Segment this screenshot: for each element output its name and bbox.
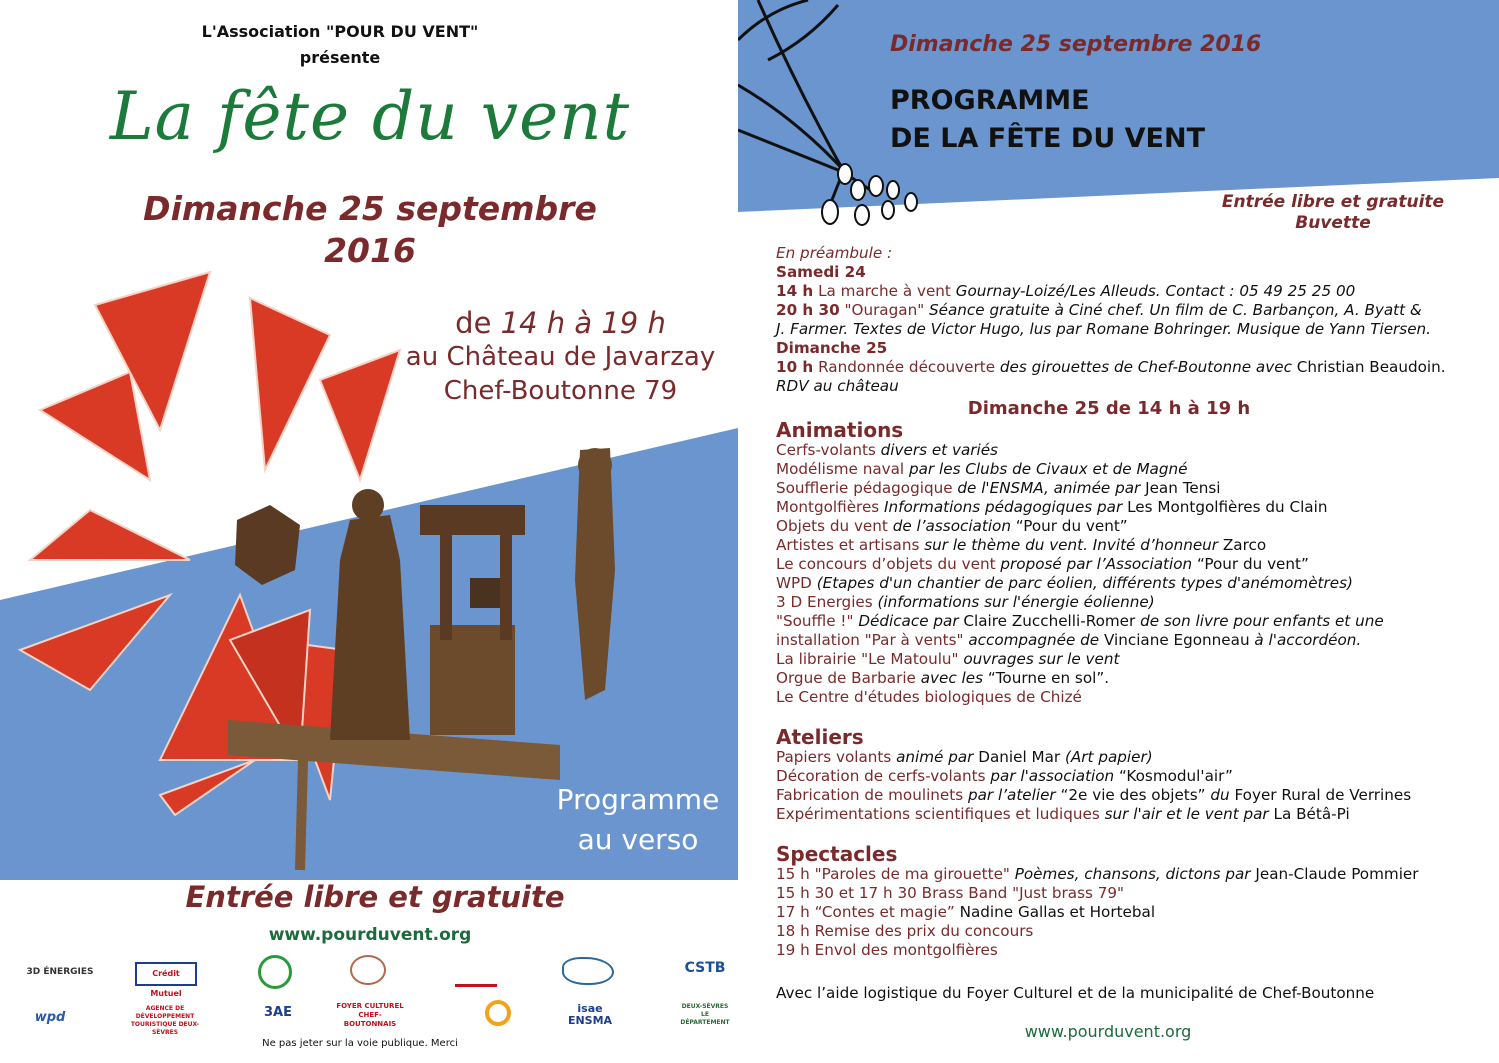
samedi-label: Samedi 24 [776,263,866,281]
item-title: Orgue de Barbarie [776,669,916,687]
item-detail: accompagnée de [968,631,1100,649]
animation-item [776,536,1491,555]
spectacle-item: 15 h 30 et 17 h 30 Brass Band "Just brass 79" [776,884,1125,902]
programme-au-verso [540,780,736,860]
spectacle-item: 18 h Remise des prix du concours [776,922,1034,940]
item-title: La marche à vent [818,282,951,300]
animation-item [776,688,1491,707]
animation-item [776,574,1491,593]
programme-line2: au verso [577,823,699,856]
association-name: L'Association "POUR DU VENT" [201,22,479,41]
spacer [776,707,1491,726]
website-link-right[interactable]: www.pourduvent.org [1024,1022,1192,1041]
item-detail: Gournay-Loizé/Les Alleuds. Contact : 05 49 25 25 00 [955,282,1356,300]
item-detail: animé par [896,748,974,766]
animation-item [776,517,1491,536]
section-spectacles: Spectacles [776,842,898,866]
atelier-item [776,748,1491,767]
logo-3ae: 3AE [264,1005,292,1020]
item-name: “Pour du vent” [1196,555,1309,573]
programme-list [776,244,1491,960]
animation-item [776,555,1491,574]
item-name: “Tourne en sol”. [987,669,1110,687]
hours-de: de [455,306,492,340]
preambule-item [776,282,1491,301]
item-name: “Pour du vent” [1015,517,1128,535]
preambule-item [776,358,1491,377]
spectacle-item [776,903,1491,922]
item-detail: ouvrages sur le vent [963,650,1120,668]
spectacle-item [776,865,1491,884]
logo-cren [485,1000,511,1026]
spacer [776,824,1491,843]
item-name: “2e vie des objets” [1060,786,1206,804]
item-detail: Séance gratuite à Ciné chef. Un film de C. Barbançon, A. Byatt & [929,301,1422,319]
item-title: La librairie "Le Matoulu" [776,650,959,668]
item-detail: divers et variés [880,441,998,459]
entree-buvette [1208,192,1458,234]
item-title: Le Centre d'études biologiques de Chizé [776,688,1082,706]
logo-wpd: wpd [34,1010,66,1025]
item-time: 20 h 30 [776,301,840,319]
item-title: Randonnée découverte [818,358,996,376]
item-time: 14 h [776,282,814,300]
item-title: Cerfs-volants [776,441,876,459]
item-title: Artistes et artisans [776,536,920,554]
item-title: Fabrication de moulinets [776,786,964,804]
item-name: Jean-Claude Pommier [1255,865,1419,883]
item-detail: (Art papier) [1064,748,1153,766]
item-name: Nadine Gallas et Hortebal [959,903,1156,921]
footer-note: Ne pas jeter sur la voie publique. Merci [262,1038,458,1049]
item-detail: Dédicace par [858,612,959,630]
item-detail: sur l'air et le vent par [1104,805,1269,823]
item-title: 15 h "Paroles de ma girouette" [776,865,1010,883]
event-date [100,188,640,272]
item-name: Christian Beaudoin. [1296,358,1446,376]
programme-title-line2: DE LA FÊTE DU VENT [890,123,1205,154]
animation-item [776,631,1491,650]
item-detail: du [1210,786,1230,804]
item-title: Montgolfières [776,498,880,516]
item-name: La Bétâ-Pi [1273,805,1350,823]
animation-item [776,479,1491,498]
location-line2: Chef-Boutonne 79 [443,376,678,406]
item-title: Objets du vent [776,517,888,535]
logistic-support-note: Avec l’aide logistique du Foyer Culturel et de la municipalité de Chef-Boutonne [776,984,1375,1002]
spectacle-item: 19 h Envol des montgolfières [776,941,998,959]
animation-item [776,498,1491,517]
logo-foyer-culturel: FOYER CULTUREL CHEF-BOUTONNAIS [336,1002,404,1028]
programme-title-line1: PROGRAMME [890,85,1090,116]
programme-title [890,82,1205,158]
item-time: 10 h [776,358,814,376]
item-title: Expérimentations scientifiques et ludiques [776,805,1100,823]
presente-label: présente [299,48,381,67]
logo-3d-energies: 3D ÉNERGIES [26,967,94,977]
item-title: Modélisme naval [776,460,905,478]
programme-panel [738,0,1499,1063]
item-detail: sur le thème du vent. Invité d’honneur [924,536,1219,554]
item-name: Claire Zucchelli-Romer [963,612,1136,630]
website-link[interactable]: www.pourduvent.org [268,925,472,945]
item-detail: de l’association [892,517,1011,535]
item-name: Zarco [1222,536,1267,554]
item-title: WPD [776,574,812,592]
item-title: Décoration de cerfs-volants [776,767,986,785]
event-title: La fête du vent [109,78,631,155]
animation-item [776,593,1491,612]
item-name: Les Montgolfières du Clain [1127,498,1328,516]
item-name: Daniel Mar [978,748,1061,766]
item-title: 17 h “Contes et magie” [776,903,955,921]
item-detail: Informations pédagogiques par [884,498,1123,516]
logo-agence-deux-sevres: AGENCE DE DÉVELOPPEMENT TOURISTIQUE DEUX-SÈVRES [130,1005,200,1036]
item-name: Foyer Rural de Verrines [1234,786,1412,804]
event-hours-location [388,306,733,408]
item-detail: Poèmes, chansons, dictons par [1014,865,1251,883]
logo-chef-boutonne [562,957,614,985]
item-name: “Kosmodul'air” [1119,767,1233,785]
item-detail: de son livre pour enfants et une [1140,612,1384,630]
item-name: Jean Tensi [1145,479,1221,497]
location-line1: au Château de Javarzay [405,342,716,372]
logo-credit-mutuel: Crédit Mutuel [135,962,197,986]
buvette-label: Buvette [1295,213,1371,233]
item-detail: par l'association [990,767,1115,785]
programme-date: Dimanche 25 septembre 2016 [890,32,1262,57]
animation-item [776,441,1491,460]
logo-bta [350,955,386,985]
entree-libre-right: Entrée libre et gratuite [1221,192,1445,212]
item-detail: avec les [920,669,984,687]
logo-cstb: CSTB [684,960,726,976]
sponsor-logos [20,955,735,1035]
animation-item [776,460,1491,479]
front-panel [0,0,738,1063]
preambule-item [776,301,1491,320]
event-date-line1: Dimanche 25 septembre [143,189,597,228]
item-title: Soufflerie pédagogique [776,479,953,497]
dimanche-label: Dimanche 25 [776,339,888,357]
item-title: Le concours d’objets du vent [776,555,996,573]
logo-circle-1 [258,955,292,989]
preambule-label: En préambule : [776,244,893,262]
animation-item [776,650,1491,669]
section-ateliers: Ateliers [776,725,864,749]
atelier-item [776,767,1491,786]
preambule-item-continued: J. Farmer. Textes de Victor Hugo, lus par Romane Bohringer. Musique de Yann Tiersen. [776,320,1431,338]
dimanche-hours: Dimanche 25 de 14 h à 19 h [967,398,1251,419]
logo-agence-small [455,960,497,987]
item-detail: des girouettes de Chef-Boutonne avec [999,358,1292,376]
section-animations: Animations [776,418,904,442]
item-title: "Ouragan" [844,301,925,319]
item-detail: (informations sur l'énergie éolienne) [877,593,1155,611]
logo-deux-sevres-departement: DEUX-SÈVRES LE DÉPARTEMENT [680,1003,730,1026]
item-detail: (Etapes d'un chantier de parc éolien, différents types d'anémomètres) [816,574,1353,592]
item-detail: par les Clubs de Civaux et de Magné [908,460,1188,478]
item-title: Papiers volants [776,748,892,766]
item-name: Vinciane Egonneau [1103,631,1250,649]
animation-item [776,612,1491,631]
item-title: installation "Par à vents" [776,631,964,649]
logo-isae-ensma: isae ENSMA [567,1002,613,1027]
item-detail: de l'ENSMA, animée par [957,479,1141,497]
atelier-item [776,805,1491,824]
preambule-item-continued: RDV au château [776,377,899,395]
item-detail: par l’atelier [967,786,1056,804]
item-title: 3 D Energies [776,593,873,611]
event-date-line2: 2016 [324,231,416,270]
item-title: "Souffle !" [776,612,854,630]
item-detail: à l'accordéon. [1254,631,1362,649]
entree-libre: Entrée libre et gratuite [185,880,565,914]
programme-line1: Programme [556,783,720,816]
item-detail: proposé par l’Association [1000,555,1193,573]
animation-item [776,669,1491,688]
atelier-item [776,786,1491,805]
hours-times: 14 h à 19 h [500,306,666,340]
